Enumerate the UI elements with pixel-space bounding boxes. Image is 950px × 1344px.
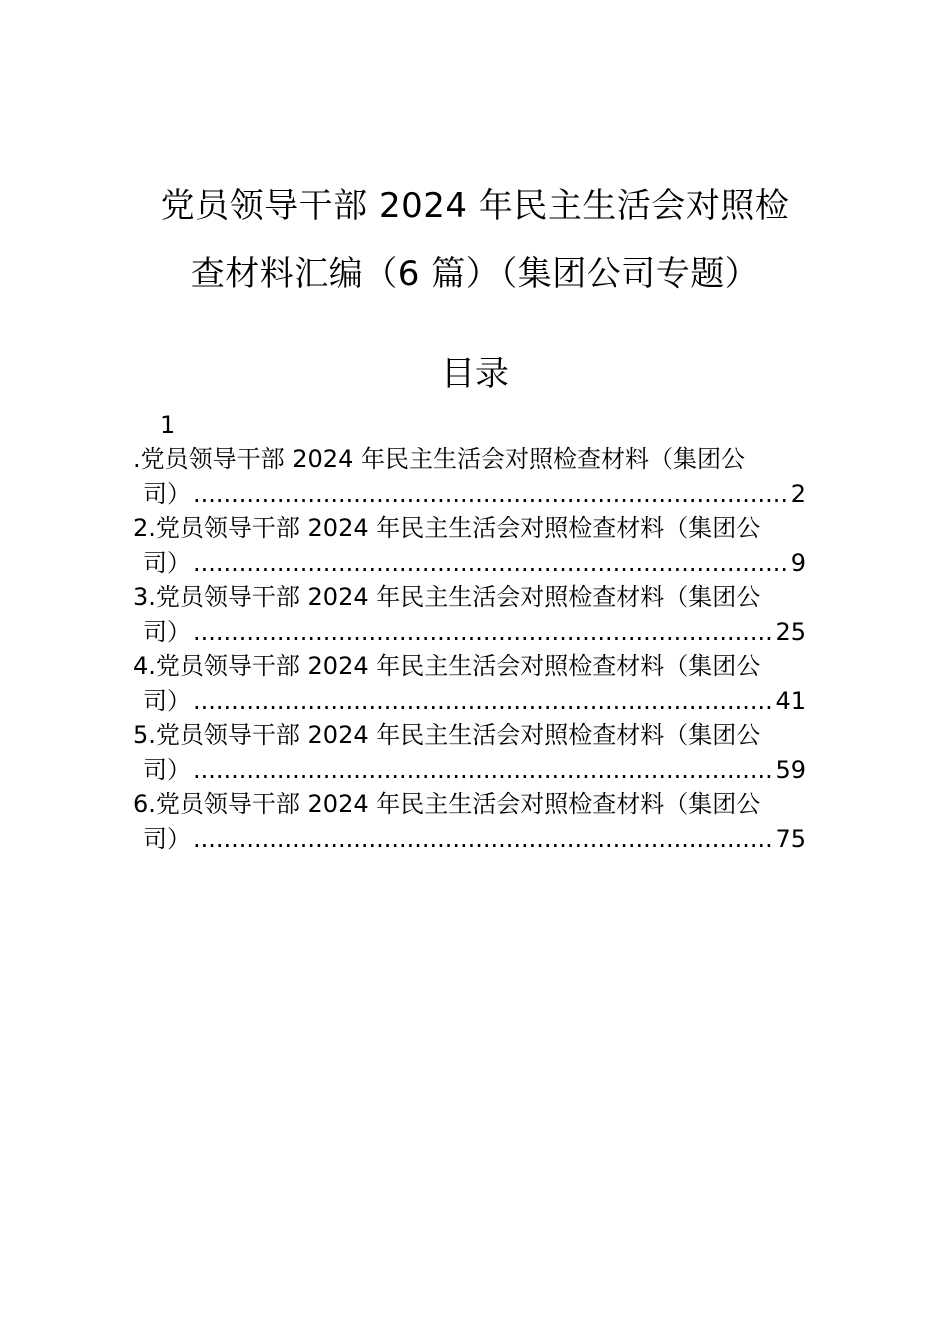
toc-entry-continuation [133, 615, 806, 649]
toc-entry-page: 25 [775, 618, 806, 646]
toc-entry-page: 41 [775, 687, 806, 715]
toc-entry-title-tail: 司） [143, 687, 191, 715]
toc-leader-dots [193, 546, 789, 580]
toc-entry-page: 2 [790, 480, 806, 508]
toc-entry-title: 3.党员领导干部 2024 年民主生活会对照检查材料（集团公 [133, 583, 761, 611]
toc-entry-title: 5.党员领导干部 2024 年民主生活会对照检查材料（集团公 [133, 721, 761, 749]
toc-entry-6[interactable] [133, 787, 806, 856]
toc-entry-title: .党员领导干部 2024 年民主生活会对照检查材料（集团公 [133, 445, 745, 473]
toc-entry-continuation [133, 546, 806, 580]
toc-entry-title: 6.党员领导干部 2024 年民主生活会对照检查材料（集团公 [133, 790, 761, 818]
title-line-1: 党员领导干部 2024 年民主生活会对照检 [160, 186, 790, 226]
toc-leader-dots [193, 684, 773, 718]
toc-entry-continuation [133, 477, 806, 511]
toc-entry-continuation [133, 753, 806, 787]
toc-leader-dots [193, 615, 773, 649]
toc-leader-dots [193, 477, 789, 511]
toc-entry-continuation [133, 822, 806, 856]
toc-entry-title: 4.党员领导干部 2024 年民主生活会对照检查材料（集团公 [133, 652, 761, 680]
toc-entry-title-tail: 司） [143, 756, 191, 784]
table-of-contents [133, 408, 806, 856]
toc-entry-3[interactable] [133, 580, 806, 649]
toc-entry-page: 59 [775, 756, 806, 784]
toc-leader-dots [193, 822, 773, 856]
toc-entry-2[interactable] [133, 511, 806, 580]
toc-heading: 目录 [441, 354, 509, 394]
toc-entry-title-tail: 司） [143, 825, 191, 853]
toc-entry-1[interactable] [133, 408, 806, 511]
document-title [0, 172, 950, 308]
toc-entry-5[interactable] [133, 718, 806, 787]
toc-entry-page: 75 [775, 825, 806, 853]
toc-entry-title-tail: 司） [143, 549, 191, 577]
toc-leader-dots [193, 753, 773, 787]
toc-entry-page: 9 [790, 549, 806, 577]
title-line-2: 查材料汇编（6 篇）（集团公司专题） [190, 254, 760, 294]
toc-entry-4[interactable] [133, 649, 806, 718]
toc-entry-continuation [133, 684, 806, 718]
toc-entry-title: 2.党员领导干部 2024 年民主生活会对照检查材料（集团公 [133, 514, 761, 542]
toc-entry-title-tail: 司） [143, 480, 191, 508]
toc-entry-title-tail: 司） [143, 618, 191, 646]
toc-entry-number: 1 [160, 411, 176, 439]
